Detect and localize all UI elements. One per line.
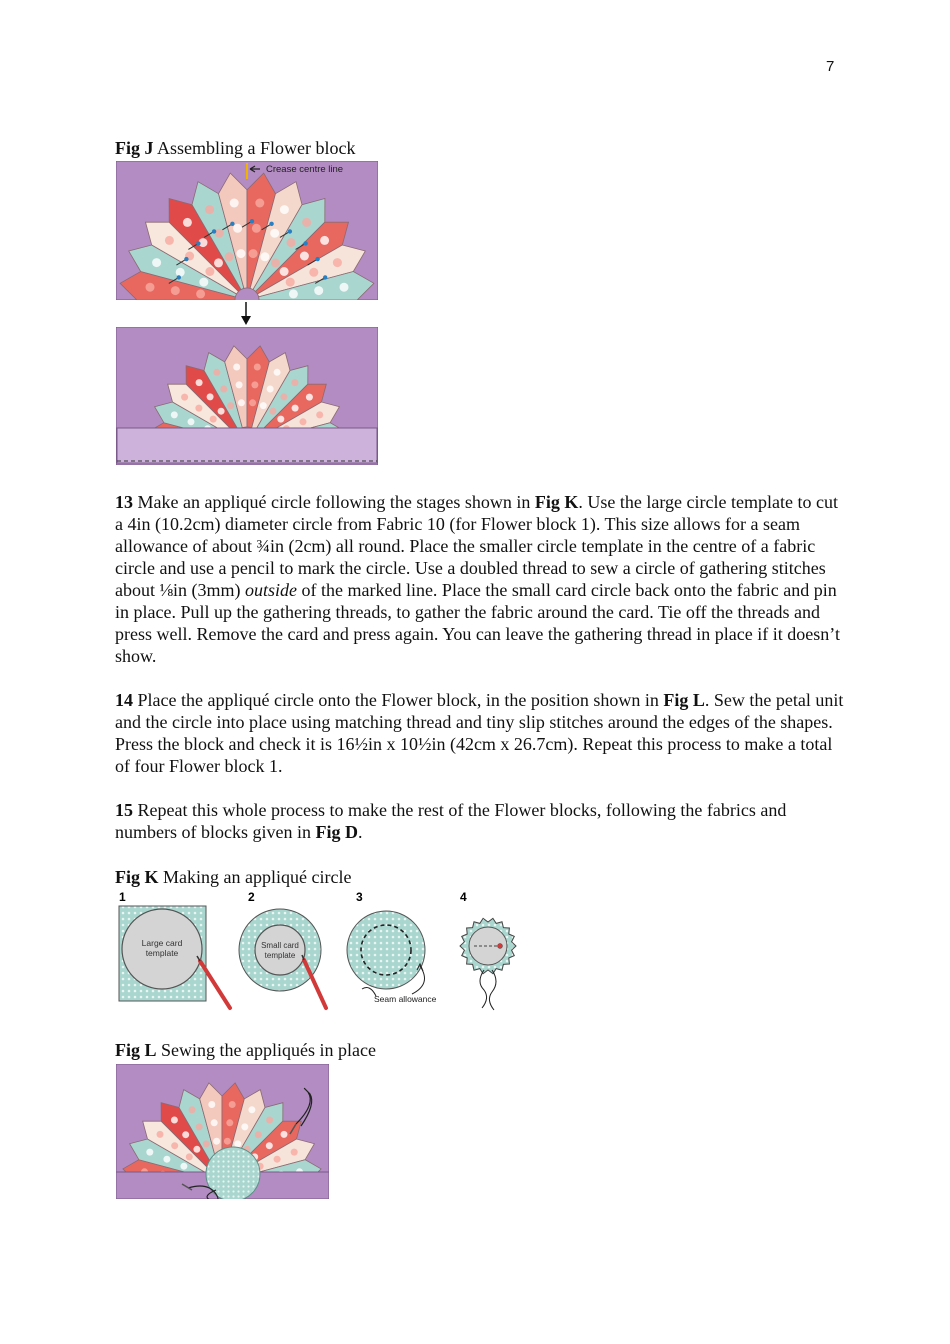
fabric-motif — [280, 205, 289, 214]
step-number: 13 — [115, 492, 133, 512]
fabric-motif — [266, 1142, 273, 1149]
stage-number-4: 4 — [460, 890, 467, 904]
page-number: 7 — [826, 58, 835, 75]
fabric-motif — [320, 236, 329, 245]
small-card-template — [255, 925, 305, 975]
pin-head — [323, 275, 327, 279]
step-text-segment: outside — [244, 580, 297, 600]
step-text-segment: . Use the large circle template to cut a 4in (10.2cm) diameter circle from Fabric 10 (for Flower block 1). This size allows for a seam allowance of about ¾in (2cm) all round. Place the smaller circle template in the centre of a fabric circle and use a pencil to mark the circle. Use a doubled thread to sew a circle of gathering stitches about ⅛in (3mm) — [115, 492, 838, 600]
fabric-motif — [255, 1131, 262, 1138]
fabric-motif — [171, 286, 180, 295]
fabric-motif — [271, 258, 280, 267]
fabric-motif — [274, 369, 281, 376]
fabric-motif — [152, 258, 161, 267]
fabric-motif — [316, 411, 323, 418]
fabric-motif — [165, 236, 174, 245]
fabric-motif — [171, 411, 178, 418]
fabric-motif — [302, 218, 311, 227]
fabric-motif — [180, 1163, 187, 1170]
fabric-motif — [267, 386, 274, 393]
fabric-motif — [182, 1131, 189, 1138]
fig-j-bottom-illustration — [116, 327, 378, 465]
fabric-motif — [292, 405, 299, 412]
fabric-motif — [249, 399, 256, 406]
fabric-motif — [289, 289, 298, 298]
fabric-motif — [306, 394, 313, 401]
fabric-motif — [234, 1140, 241, 1147]
fabric-motif — [215, 229, 224, 238]
fabric-motif — [213, 369, 220, 376]
fabric-motif — [176, 268, 185, 277]
stage-3-group — [347, 911, 437, 1004]
fabric-motif — [205, 267, 214, 276]
fabric-motif — [314, 286, 323, 295]
fabric-motif — [333, 258, 342, 267]
fabric-motif — [181, 394, 188, 401]
down-arrow-icon — [238, 300, 254, 328]
pin-head — [288, 229, 292, 233]
fabric-motif — [171, 1117, 178, 1124]
step-text-segment: Make an appliqué circle following the stages shown in — [137, 492, 535, 512]
fig-l-label: Fig L — [115, 1040, 157, 1060]
fabric-motif — [286, 278, 295, 287]
fabric-motif — [229, 1101, 236, 1108]
fabric-motif — [309, 268, 318, 277]
fabric-motif — [255, 199, 264, 208]
fabric-motif — [186, 1153, 193, 1160]
fabric-motif — [213, 1138, 220, 1145]
stage-number-3: 3 — [356, 890, 363, 904]
fabric-motif — [236, 249, 245, 258]
fabric-circle-marked — [347, 911, 425, 989]
fabric-motif — [280, 267, 289, 276]
fabric-motif — [218, 408, 225, 415]
fig-l-caption-text: Sewing the appliqués in place — [156, 1040, 376, 1060]
pin-head — [269, 222, 273, 226]
crease-annotation: Crease centre line — [266, 164, 344, 175]
stage-number-1: 1 — [119, 890, 126, 904]
fabric-motif — [196, 379, 203, 386]
step-text-segment: Fig D — [315, 822, 358, 842]
stage-2-group — [239, 909, 326, 1008]
small-template-label-line1: Small card — [261, 941, 299, 950]
fabric-motif — [196, 289, 205, 298]
fabric-motif — [157, 1131, 164, 1138]
fabric-motif — [233, 364, 240, 371]
fig-k-label: Fig K — [115, 867, 159, 887]
fabric-motif — [241, 1123, 248, 1130]
fabric-motif — [266, 1117, 273, 1124]
fabric-motif — [248, 1106, 255, 1113]
fabric-motif — [252, 224, 261, 233]
fabric-motif — [269, 408, 276, 415]
stage-number-2: 2 — [248, 890, 255, 904]
fabric-motif — [171, 1142, 178, 1149]
large-template-label-line2: template — [145, 948, 179, 958]
fig-j-bottom-strip — [117, 428, 377, 463]
step-number: 14 — [115, 690, 133, 710]
fabric-motif — [291, 379, 298, 386]
pin-head — [184, 257, 188, 261]
step-text-segment: Fig K — [534, 492, 579, 512]
pin-head — [196, 241, 200, 245]
small-template-label-line2: template — [264, 951, 296, 960]
fabric-motif — [270, 229, 279, 238]
fig-l-caption — [115, 1039, 376, 1061]
fabric-motif — [238, 399, 245, 406]
fabric-motif — [340, 283, 349, 292]
fabric-motif — [281, 1131, 288, 1138]
fabric-motif — [208, 1101, 215, 1108]
fabric-motif — [249, 249, 258, 258]
fabric-motif — [274, 1156, 281, 1163]
pin-head — [212, 229, 216, 233]
fabric-motif — [280, 393, 287, 400]
pin-head — [230, 222, 234, 226]
fabric-motif — [203, 1140, 210, 1147]
pin-head — [303, 241, 307, 245]
step-number: 15 — [115, 800, 133, 820]
fabric-motif — [211, 1119, 218, 1126]
fabric-motif — [254, 364, 261, 371]
fabric-motif — [146, 1149, 153, 1156]
fabric-motif — [291, 1149, 298, 1156]
fabric-motif — [277, 416, 284, 423]
stage-4-group — [460, 918, 516, 1010]
step-text-segment: Place the appliqué circle onto the Flower block, in the position shown in — [137, 690, 664, 710]
step-text-segment: Fig L — [663, 690, 705, 710]
fabric-motif — [210, 416, 217, 423]
step-15 — [115, 799, 845, 843]
fabric-motif — [300, 252, 309, 261]
fabric-motif — [146, 283, 155, 292]
fabric-motif — [227, 402, 234, 409]
fig-j-caption-text: Assembling a Flower block — [153, 138, 356, 158]
fabric-motif — [300, 418, 307, 425]
fabric-motif — [205, 205, 214, 214]
seam-allowance-label: Seam allowance — [374, 994, 437, 1004]
pin-head — [315, 257, 319, 261]
fig-k-caption-text: Making an appliqué circle — [158, 867, 352, 887]
step-text-segment: . — [357, 822, 363, 842]
fig-j-top-illustration — [116, 161, 378, 300]
fabric-motif — [188, 418, 195, 425]
fabric-motif — [220, 386, 227, 393]
fabric-motif — [183, 218, 192, 227]
fig-j-caption — [115, 137, 355, 159]
fabric-motif — [199, 278, 208, 287]
step-text-segment: Repeat this whole process to make the rest of the Flower blocks, following the fabrics and numbers of blocks given in — [115, 800, 787, 842]
fabric-motif — [196, 1123, 203, 1130]
large-template-label-line1: Large card — [141, 938, 183, 948]
fabric-motif — [287, 238, 296, 247]
fabric-motif — [193, 1146, 200, 1153]
fabric-motif — [224, 1138, 231, 1145]
fabric-motif — [207, 393, 214, 400]
stage-1-group — [119, 906, 230, 1008]
fig-k-caption — [115, 866, 351, 888]
fabric-motif — [226, 1119, 233, 1126]
step-14 — [115, 689, 845, 777]
fabric-motif — [214, 258, 223, 267]
fabric-motif — [251, 381, 258, 388]
fabric-motif — [230, 199, 239, 208]
step-13 — [115, 491, 845, 667]
fabric-motif — [260, 402, 267, 409]
fabric-motif — [225, 252, 234, 261]
step-text-segment: . Sew the petal unit and the circle into place using matching thread and tiny slip stitches around the edges of the shapes. Press the block and check it is 16½in x 10½in (42cm x 26.7cm). Repeat this process to make a total of four Flower block 1. — [115, 690, 844, 776]
pin-head — [177, 275, 181, 279]
step-text-segment: of the marked line. Place the small card circle back onto the fabric and pin in place. Pull up the gathering threads, to gather the fabric around the card. Tie off the threads and press well. Remove the card and press again. You can leave the gathering thread in place if it doesn’t show. — [115, 580, 840, 666]
fabric-motif — [189, 1106, 196, 1113]
fabric-motif — [163, 1156, 170, 1163]
thread-icon — [480, 970, 487, 1008]
fig-k-illustration — [114, 886, 524, 1016]
fabric-motif — [195, 405, 202, 412]
fabric-motif — [260, 252, 269, 261]
fig-l-illustration — [116, 1064, 329, 1199]
pin-head — [250, 219, 254, 223]
fig-j-label: Fig J — [115, 138, 154, 158]
fabric-motif — [233, 224, 242, 233]
fabric-motif — [236, 381, 243, 388]
